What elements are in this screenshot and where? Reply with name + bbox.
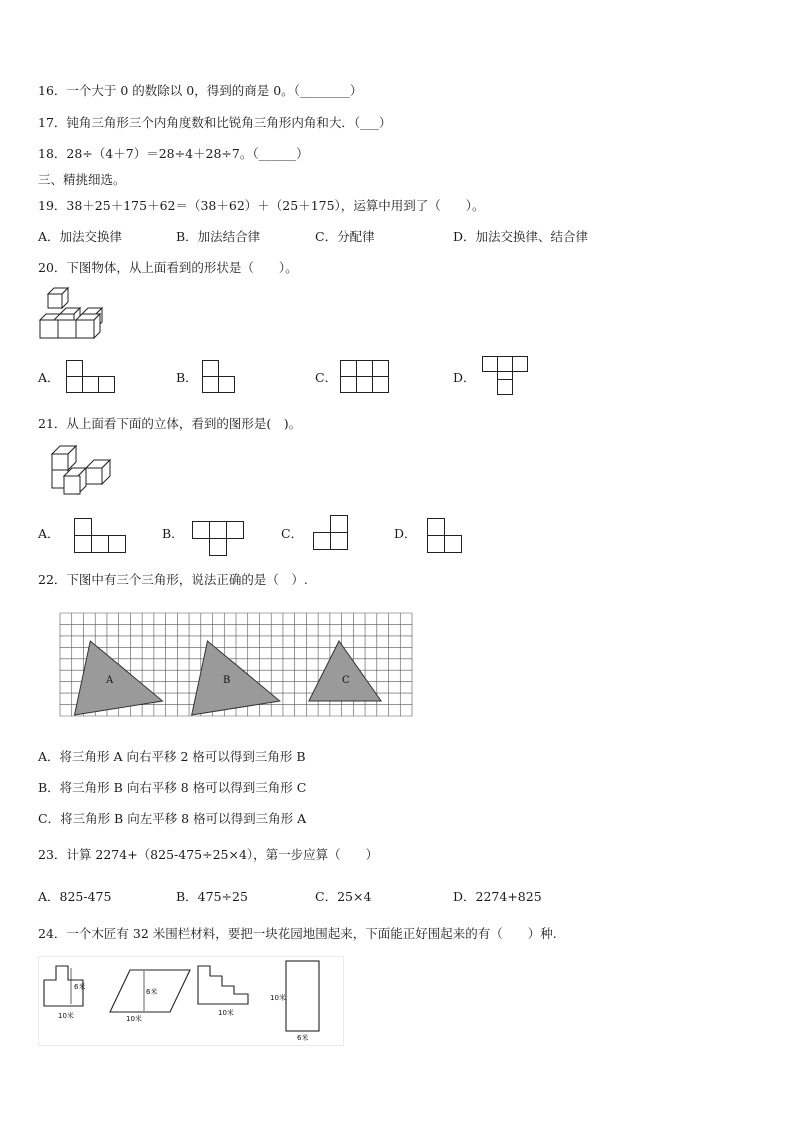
q24-label-1-height: 6米 <box>74 983 86 991</box>
question-24-stem: 24．一个木匠有 32 米围栏材料，要把一块花园地围起来，下面能正好围起来的有（ ）种. <box>38 926 557 941</box>
q22-option-c[interactable]: C．将三角形 B 向左平移 8 格可以得到三角形 A <box>38 811 307 826</box>
question-20-stem: 20．下图物体，从上面看到的形状是（ ）。 <box>38 260 298 275</box>
q21-shape-d <box>427 518 467 556</box>
q19-option-c[interactable]: C．分配律 <box>315 229 375 244</box>
q24-label-3-width: 10米 <box>218 1009 234 1017</box>
q20-cube-figure <box>38 288 110 344</box>
q20-shape-b <box>202 360 238 396</box>
q24-label-1-width: 10米 <box>58 1012 74 1020</box>
q23-option-d[interactable]: D．2274+825 <box>453 889 542 904</box>
q24-label-2-width: 10米 <box>126 1015 142 1023</box>
section-heading: 三、精挑细选。 <box>38 172 126 187</box>
q20-option-a[interactable]: A． <box>38 370 60 385</box>
q21-option-b[interactable]: B． <box>162 526 184 541</box>
q23-option-c[interactable]: C．25×4 <box>315 889 372 904</box>
q24-shape-3 <box>198 966 248 1004</box>
q22-option-b[interactable]: B．将三角形 B 向右平移 8 格可以得到三角形 C <box>38 780 307 795</box>
q20-option-d[interactable]: D． <box>453 370 476 385</box>
question-19-stem: 19．38＋25＋175＋62＝（38＋62）＋（25＋175），运算中用到了（ ）。 <box>38 198 485 213</box>
question-21-stem: 21．从上面看下面的立体，看到的图形是( )。 <box>38 416 302 431</box>
q21-option-d[interactable]: D． <box>394 526 417 541</box>
q24-shapes-figure <box>38 956 344 1046</box>
q20-option-c[interactable]: C． <box>315 370 338 385</box>
q24-label-4-height: 10米 <box>270 994 286 1002</box>
triangle-a-label: A <box>106 675 114 686</box>
q20-shape-c <box>340 360 390 396</box>
q21-option-a[interactable]: A． <box>38 526 60 541</box>
q21-option-c[interactable]: C． <box>281 526 304 541</box>
q19-option-a[interactable]: A．加法交换律 <box>38 229 123 244</box>
q22-grid-figure <box>59 612 415 718</box>
q22-option-a[interactable]: A．将三角形 A 向右平移 2 格可以得到三角形 B <box>38 749 306 764</box>
q21-shape-b <box>192 521 248 559</box>
q20-shape-d <box>482 356 532 396</box>
q24-label-4-width: 6米 <box>297 1034 309 1042</box>
question-16: 16．一个大于 0 的数除以 0，得到的商是 0。（________） <box>38 83 363 98</box>
q20-shape-a <box>66 360 116 396</box>
question-22-stem: 22．下图中有三个三角形，说法正确的是（ ）. <box>38 572 308 587</box>
question-23-stem: 23．计算 2274+（825-475÷25×4），第一步应算（ ） <box>38 847 379 862</box>
q24-shape-4 <box>286 961 319 1031</box>
q20-option-b[interactable]: B． <box>176 370 198 385</box>
question-17: 17．钝角三角形三个内角度数和比锐角三角形内角和大．（___） <box>38 115 392 130</box>
triangle-b-label: B <box>223 675 231 686</box>
q21-cube-figure <box>50 446 114 496</box>
q19-option-b[interactable]: B．加法结合律 <box>176 229 261 244</box>
triangle-c <box>309 641 381 701</box>
q23-option-b[interactable]: B．475÷25 <box>176 889 248 904</box>
q19-option-d[interactable]: D．加法交换律、结合律 <box>453 229 589 244</box>
triangle-c-label: C <box>342 675 350 686</box>
q21-shape-c <box>313 515 353 553</box>
q23-option-a[interactable]: A．825-475 <box>38 889 112 904</box>
q21-shape-a <box>74 518 130 556</box>
question-18: 18．28÷（4＋7）＝28÷4＋28÷7。（______） <box>38 146 309 161</box>
q24-label-2-height: 6米 <box>146 988 158 996</box>
